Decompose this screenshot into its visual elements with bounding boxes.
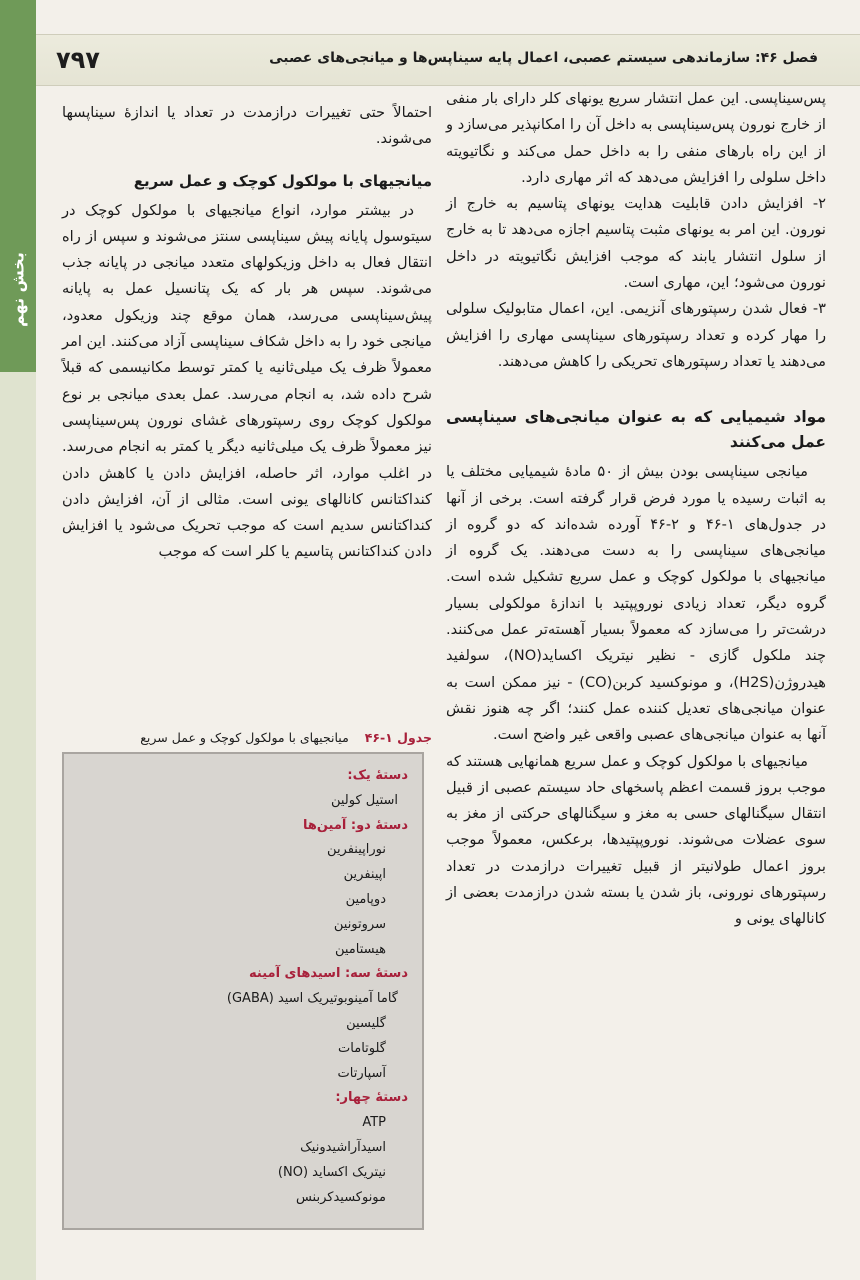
table-group-title: دستهٔ سه: اسیدهای آمینه: [249, 966, 408, 982]
side-margin-strip: [0, 372, 36, 1280]
chapter-title: فصل ۴۶: سازماندهی سیستم عصبی، اعمال پایه سیناپس‌ها و میانجی‌های عصبی: [269, 50, 818, 66]
table-item: گلوتامات: [338, 1040, 386, 1056]
table-item: اپینفرین: [343, 867, 386, 883]
table-number: جدول ۱-۴۶: [364, 730, 432, 745]
table-title: میانجیهای با مولکول کوچک و عمل سریع: [140, 730, 349, 745]
table-group-title: دستهٔ دو: آمین‌ها: [302, 817, 408, 833]
table-item: نوراپینفرین: [327, 842, 386, 858]
table-item: استیل کولین: [330, 792, 398, 808]
right-column: [446, 86, 826, 933]
table-item: سروتونین: [333, 916, 386, 932]
table-group-title: دستهٔ یک:: [347, 768, 408, 783]
section-label: بخش نهم: [8, 252, 28, 328]
table-item: مونوکسیدکربنس: [295, 1189, 386, 1205]
table-item: دوپامین: [345, 891, 386, 907]
list-item-2: ۲- افزایش دادن قابلیت هدایت یونهای پتاسیم به خارج از نورون. این امر به یونهای مثبت پتاسیم اجازه می‌دهد تا به خارج از سلول انتشار یابند که موجب افزایش نگاتیویته در داخل نورون می‌شود؛ این، مهاری است.: [446, 195, 826, 292]
continued-paragraph: احتمالاً حتی تغییرات درازمدت در تعداد یا اندازهٔ سیناپسها می‌شوند.: [62, 104, 432, 148]
table-item: هیستامین: [334, 941, 386, 957]
table-item: ATP: [362, 1115, 386, 1131]
list-item-3: ۳- فعال شدن رسپتورهای آنزیمی. این، اعمال متابولیک سلولی را مهار کرده و تعداد رسپتورهای سیناپسی مهاری را افزایش می‌دهند یا تعداد رسپتورهای تحریکی را کاهش می‌دهند.: [446, 300, 826, 370]
page-number: ۷۹۷: [56, 46, 100, 74]
left-column: [62, 100, 432, 566]
subsection-heading: میانجیهای با مولکول کوچک و عمل سریع: [133, 171, 432, 190]
transmitter-table: [62, 752, 424, 1230]
transmitters-paragraph-2: میانجیهای با مولکول کوچک و عمل سریع همانهایی هستند که موجب بروز قسمت اعظم پاسخهای حاد سیستم عصبی از قبیل انتقال سیگنالهای حسی به مغز و سیگنالهای حرکتی از مغز به سوی عضلات می‌شوند. نوروپپتیدها، برعکس، معمولاً موجب بروز اعمال طولانیتر از قبیل تغییرات درازمدت در تعداد رسپتورهای نورونی، باز شدن یا بسته شدن درازمدت بعضی از کانالهای یونی و: [446, 752, 826, 928]
transmitters-paragraph-1: میانجی سیناپسی بودن بیش از ۵۰ مادهٔ شیمیایی مختلف یا به اثبات رسیده یا مورد فرض قرار گرفته است. برخی از آنها در جدول‌های ۱-۴۶ و ۲-۴۶ آورده شده‌اند که دو گروه از میانجی‌های سیناپسی را به دست می‌دهند. یک گروه از میانجیهای با مولکول کوچک و عمل سریع تشکیل شده است. گروه دیگر، تعداد زیادی نوروپپتید با اندازهٔ مولکولی بسیار درشت‌تر را می‌سازد که معمولاً بسیار آهسته‌تر عمل می‌کنند. چند ملکول گازی - نظیر نیتریک اکساید(NO)، سولفید هیدروژن(H2S)، و مونوکسید کربن(CO) - نیز ممکن است به عنوان میانجی‌های تعدیل کننده عمل کنند؛ اگر چه هنوز نقش آنها به عنوان میانجی‌های عصبی واقعی غیر واضح است.: [446, 463, 827, 744]
small-molecule-paragraph: در بیشتر موارد، انواع میانجیهای با مولکول کوچک در سیتوسول پایانه پیش سیناپسی سنتز می‌شوند و سپس از راه انتقال فعال به داخل وزیکولهای متعدد میانجی در پایانه جذب می‌شوند. سپس هر بار که یک پتانسیل عمل به پایانه پیش‌سیناپسی می‌رسد، همان موقع چند وزیکول معدود، میانجی خود را به داخل شکاف سیناپسی آزاد می‌کنند. این امر معمولاً ظرف یک میلی‌ثانیه یا کمتر توسط مکانیسمی که قبلاً شرح داده شد، به انجام می‌رسد. عمل بعدی میانجی بر نوع مولکول کوچک روی رسپتورهای غشای نورون پس‌سیناپسی نیز معمولاً ظرف یک میلی‌ثانیه دیگر یا کمتر به انجام می‌رسد. در اغلب موارد، اثر حاصله، افزایش دادن یا کاهش دادن کنداکتانس کانالهای یونی است. مثالی از آن، افزایش دادن کنداکتانس سدیم است که موجب تحریک می‌شود یا افزایش دادن کنداکتانس پتاسیم یا کلر است که موجب: [62, 201, 432, 561]
section-heading: مواد شیمیایی که به عنوان میانجی‌های سیناپسی عمل می‌کنند: [446, 408, 826, 452]
table-caption: [62, 730, 432, 745]
table-group-title: دستهٔ چهار:: [335, 1090, 408, 1106]
table-item: اسیدآراشیدونیک: [300, 1139, 386, 1155]
table-item: گاما آمینوبوتیریک اسید (GABA): [226, 991, 398, 1007]
table-item: نیتریک اکساید (NO): [277, 1164, 386, 1180]
table-item: گلیسین: [346, 1015, 386, 1031]
table-item: آسپارتات: [337, 1065, 386, 1081]
inhibition-continued-paragraph: پس‌سیناپسی. این عمل انتشار سریع یونهای کلر دارای بار منفی از خارج نورون پس‌سیناپسی به داخل آن را امکانپذیر می‌سازد و از این راه بارهای منفی را به داخل حمل می‌کند و نگاتیویته داخل سلولی را افزایش می‌دهد که اثر مهاری دارد.: [446, 90, 826, 186]
